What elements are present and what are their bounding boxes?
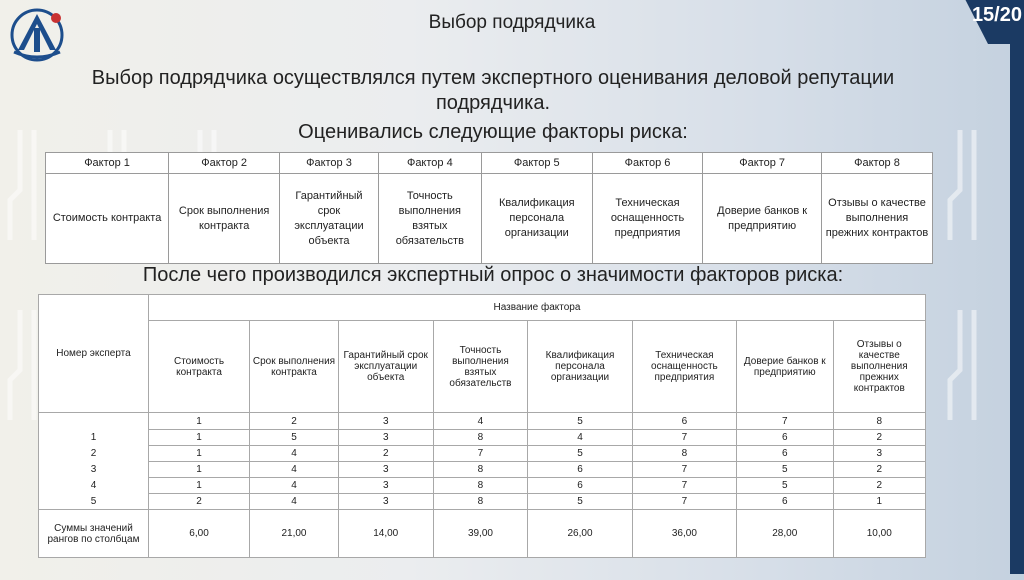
rank-value: 6 <box>737 430 834 446</box>
sum-value: 14,00 <box>338 510 433 558</box>
expert-number: 4 <box>39 478 149 494</box>
risk-factors-table <box>45 152 933 264</box>
rank-value: 1 <box>148 462 249 478</box>
rank-value: 3 <box>833 446 925 462</box>
survey-factor-names-row <box>39 321 926 413</box>
rank-value: 5 <box>250 430 339 446</box>
rank-value: 3 <box>338 462 433 478</box>
rank-value: 6 <box>528 478 632 494</box>
rank-value: 6 <box>737 446 834 462</box>
rank-value: 4 <box>528 430 632 446</box>
factors-heading: Оценивались следующие факторы риска: <box>298 121 688 143</box>
factor-name: Техническая оснащенность предприятия <box>632 321 736 413</box>
rank-value: 1 <box>148 446 249 462</box>
rank-value: 2 <box>833 430 925 446</box>
rank-value: 4 <box>250 494 339 510</box>
factor-name: Гарантийный срок эксплуатации объекта <box>280 174 379 264</box>
factor-name: Техническая оснащенность предприятия <box>592 174 703 264</box>
survey-rows <box>39 430 926 510</box>
rank-value: 7 <box>632 478 736 494</box>
slide-title: Выбор подрядчика <box>428 12 596 33</box>
factor-number: 5 <box>528 413 632 430</box>
table-row <box>39 494 926 510</box>
rank-value: 2 <box>833 478 925 494</box>
factor-header: Фактор 4 <box>378 153 481 174</box>
sum-value: 36,00 <box>632 510 736 558</box>
rank-value: 8 <box>433 430 528 446</box>
factor-header: Фактор 6 <box>592 153 703 174</box>
intro-line-2: подрядчика. <box>435 92 551 114</box>
sum-value: 10,00 <box>833 510 925 558</box>
intro-line-1: Выбор подрядчика осуществлялся путем экспертного оценивания деловой репутации <box>91 67 895 89</box>
factor-number: 6 <box>632 413 736 430</box>
factor-group-header: Название фактора <box>148 295 925 321</box>
sum-value: 28,00 <box>737 510 834 558</box>
factor-header: Фактор 5 <box>481 153 592 174</box>
rank-value: 7 <box>632 462 736 478</box>
empty-cell <box>39 413 149 430</box>
factor-name: Отзывы о качестве выполнения прежних контрактов <box>821 174 932 264</box>
factor-header: Фактор 3 <box>280 153 379 174</box>
survey-heading: После чего производился экспертный опрос о значимости факторов риска: <box>142 264 844 286</box>
rank-value: 4 <box>250 462 339 478</box>
rank-value: 8 <box>433 478 528 494</box>
factors-name-row <box>46 174 933 264</box>
factor-name: Доверие банков к предприятию <box>703 174 822 264</box>
rank-value: 8 <box>433 494 528 510</box>
sum-value: 39,00 <box>433 510 528 558</box>
factor-name: Точность выполнения взятых обязательств <box>433 321 528 413</box>
rank-value: 6 <box>528 462 632 478</box>
factor-number: 8 <box>833 413 925 430</box>
rank-value: 8 <box>433 462 528 478</box>
table-row <box>39 446 926 462</box>
expert-number: 3 <box>39 462 149 478</box>
factor-name: Гарантийный срок эксплуатации объекта <box>338 321 433 413</box>
factor-header: Фактор 7 <box>703 153 822 174</box>
rank-value: 1 <box>833 494 925 510</box>
factor-name: Квалификация персонала организации <box>528 321 632 413</box>
intro-text <box>0 66 986 116</box>
rank-value: 2 <box>833 462 925 478</box>
factor-name: Доверие банков к предприятию <box>737 321 834 413</box>
expert-survey-table <box>38 294 926 558</box>
factor-header: Фактор 1 <box>46 153 169 174</box>
rank-value: 4 <box>250 446 339 462</box>
factors-header-row <box>46 153 933 174</box>
rank-value: 6 <box>737 494 834 510</box>
side-bar-decoration <box>1010 40 1024 574</box>
rank-value: 8 <box>632 446 736 462</box>
survey-group-header-row <box>39 295 926 321</box>
factor-number: 7 <box>737 413 834 430</box>
page-number: 15/20 <box>971 4 1022 26</box>
factor-name: Срок выполнения контракта <box>169 174 280 264</box>
expert-number: 1 <box>39 430 149 446</box>
sum-value: 6,00 <box>148 510 249 558</box>
factor-number: 3 <box>338 413 433 430</box>
factor-name: Стоимость контракта <box>46 174 169 264</box>
factor-name: Срок выполнения контракта <box>250 321 339 413</box>
rank-value: 3 <box>338 494 433 510</box>
table-row <box>39 430 926 446</box>
rank-value: 7 <box>632 430 736 446</box>
table-row <box>39 462 926 478</box>
factor-name: Стоимость контракта <box>148 321 249 413</box>
rank-value: 2 <box>148 494 249 510</box>
factor-number: 4 <box>433 413 528 430</box>
factor-header: Фактор 2 <box>169 153 280 174</box>
factor-header: Фактор 8 <box>821 153 932 174</box>
expert-number-header: Номер эксперта <box>39 295 149 413</box>
factor-name: Точность выполнения взятых обязательств <box>378 174 481 264</box>
rank-value: 5 <box>528 494 632 510</box>
factor-number-row <box>39 413 926 430</box>
rank-value: 5 <box>737 478 834 494</box>
rank-value: 2 <box>338 446 433 462</box>
sum-value: 26,00 <box>528 510 632 558</box>
factor-number: 2 <box>250 413 339 430</box>
rank-value: 5 <box>528 446 632 462</box>
expert-number: 2 <box>39 446 149 462</box>
expert-number: 5 <box>39 494 149 510</box>
rank-value: 3 <box>338 478 433 494</box>
factor-name: Квалификация персонала организации <box>481 174 592 264</box>
sum-row <box>39 510 926 558</box>
factor-number: 1 <box>148 413 249 430</box>
rank-value: 1 <box>148 430 249 446</box>
rank-value: 5 <box>737 462 834 478</box>
table-row <box>39 478 926 494</box>
rank-value: 4 <box>250 478 339 494</box>
rank-value: 7 <box>433 446 528 462</box>
rank-value: 7 <box>632 494 736 510</box>
sum-value: 21,00 <box>250 510 339 558</box>
factor-name: Отзывы о качестве выполнения прежних контрактов <box>833 321 925 413</box>
rank-value: 3 <box>338 430 433 446</box>
rank-value: 1 <box>148 478 249 494</box>
sum-label: Суммы значений рангов по столбцам <box>39 510 149 558</box>
